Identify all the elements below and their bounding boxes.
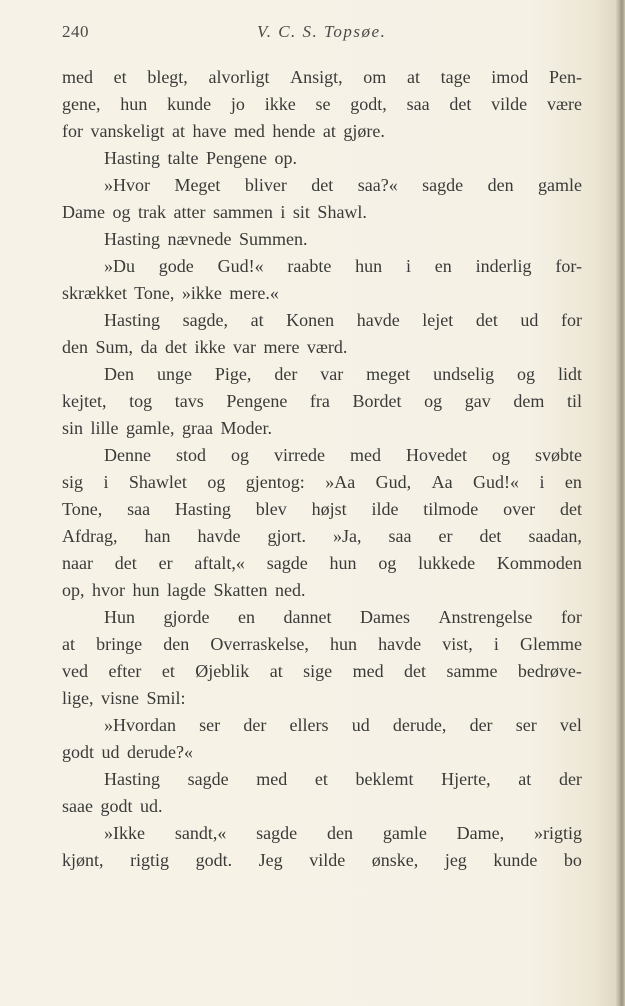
body-text xyxy=(62,64,582,874)
page-edge-shadow xyxy=(615,0,625,1006)
text-line: med et blegt, alvorligt Ansigt, om at tage imod Pen- xyxy=(62,67,582,87)
text-line: skrækket Tone, »ikke mere.« xyxy=(62,283,279,303)
text-line: naar det er aftalt,« sagde hun og lukkede Kommoden xyxy=(62,553,582,573)
text-line: sig i Shawlet og gjentog: »Aa Gud, Aa Gud!« i en xyxy=(62,472,582,492)
text-line: Denne stod og virrede med Hovedet og svøbte xyxy=(104,445,582,465)
text-line: gene, hun kunde jo ikke se godt, saa det vilde være xyxy=(62,94,582,114)
text-line: sin lille gamle, graa Moder. xyxy=(62,418,272,438)
text-line: Tone, saa Hasting blev højst ilde tilmode over det xyxy=(62,499,582,519)
text-line: kejtet, tog tavs Pengene fra Bordet og gav dem til xyxy=(62,391,582,411)
text-line: ved efter et Øjeblik at sige med det samme bedrøve- xyxy=(62,661,582,681)
text-line: »Ikke sandt,« sagde den gamle Dame, »rigtig xyxy=(104,823,582,843)
text-line: Afdrag, han havde gjort. »Ja, saa er det saadan, xyxy=(62,526,582,546)
text-line: Hasting sagde, at Konen havde lejet det ud for xyxy=(104,310,582,330)
page-number: 240 xyxy=(62,22,89,41)
text-line: lige, visne Smil: xyxy=(62,688,186,708)
text-line: Dame og trak atter sammen i sit Shawl. xyxy=(62,202,367,222)
text-line: saae godt ud. xyxy=(62,796,163,816)
text-line: kjønt, rigtig godt. Jeg vilde ønske, jeg kunde bo xyxy=(62,850,582,870)
text-line: godt ud derude?« xyxy=(62,742,193,762)
text-line: Hasting sagde med et beklemt Hjerte, at der xyxy=(104,769,582,789)
text-line: Hasting talte Pengene op. xyxy=(104,148,297,168)
text-line: »Hvor Meget bliver det saa?« sagde den gamle xyxy=(104,175,582,195)
text-line: Den unge Pige, der var meget undselig og lidt xyxy=(104,364,582,384)
text-line: for vanskeligt at have med hende at gjøre. xyxy=(62,121,385,141)
text-line: »Du gode Gud!« raabte hun i en inderlig for- xyxy=(104,256,582,276)
text-line: »Hvordan ser der ellers ud derude, der ser vel xyxy=(104,715,582,735)
text-line: at bringe den Overraskelse, hun havde vist, i Glemme xyxy=(62,634,582,654)
text-line: Hasting nævnede Summen. xyxy=(104,229,308,249)
running-head: V. C. S. Topsøe. xyxy=(257,22,387,41)
page-header xyxy=(62,22,582,46)
text-line: den Sum, da det ikke var mere værd. xyxy=(62,337,348,357)
text-line: op, hvor hun lagde Skatten ned. xyxy=(62,580,306,600)
text-line: Hun gjorde en dannet Dames Anstrengelse for xyxy=(104,607,582,627)
